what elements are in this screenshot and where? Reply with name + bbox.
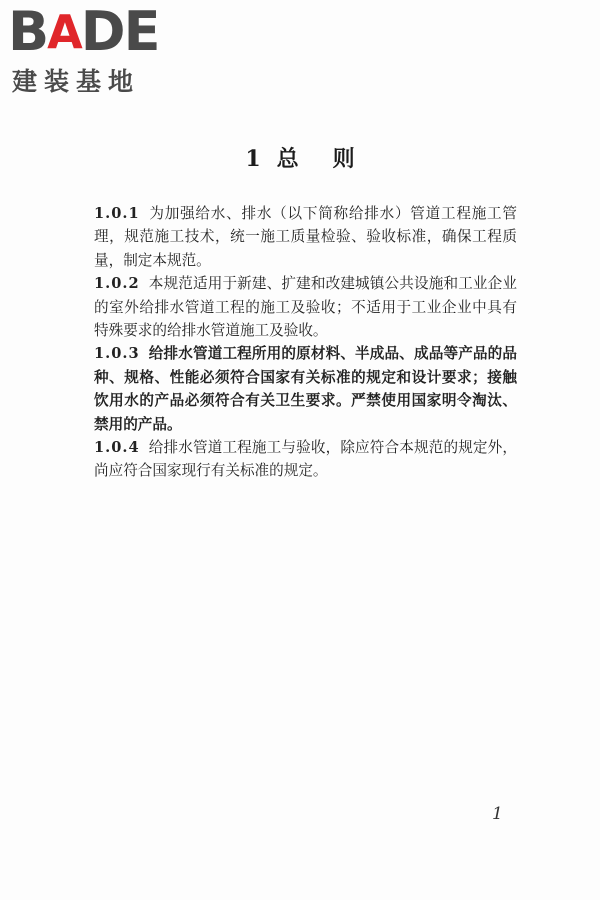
clause-number: 1.0.2: [94, 275, 140, 293]
logo-letter-d: D: [80, 0, 124, 63]
chapter-number: 1: [245, 146, 261, 172]
chapter-title: 总则: [276, 146, 389, 172]
logo-letter-a-triangle: A: [47, 5, 81, 59]
clause-list: [94, 202, 517, 483]
clause-1-0-1: [94, 202, 517, 272]
clause-number: 1.0.4: [94, 439, 140, 457]
clause-text: 给排水管道工程所用的原材料、半成品、成品等产品的品种、规格、性能必须符合国家有关标准的规定和设计要求；接触饮用水的产品必须符合有关卫生要求。严禁使用国家明令淘汰、禁用的产品。: [94, 345, 517, 433]
page-number: 1: [492, 804, 503, 824]
clause-text: 为加强给水、排水（以下简称给排水）管道工程施工管理，规范施工技术，统一施工质量检验、验收标准，确保工程质量，制定本规范。: [94, 205, 517, 269]
logo-wordmark: [8, 0, 159, 63]
logo-letter-b: B: [8, 0, 48, 63]
logo-subtitle: 建装基地: [12, 67, 141, 96]
clause-text: 给排水管道工程施工与验收，除应符合本规范的规定外，尚应符合国家现行有关标准的规定。: [94, 439, 517, 480]
clause-1-0-3: [94, 342, 517, 436]
chapter-heading: [0, 142, 600, 173]
clause-number: 1.0.1: [94, 205, 140, 222]
clause-text: 本规范适用于新建、扩建和改建城镇公共设施和工业企业的室外给排水管道工程的施工及验收；不适用于工业企业中具有特殊要求的给排水管道施工及验收。: [94, 275, 517, 340]
clause-1-0-2: [94, 272, 517, 342]
clause-1-0-4: [94, 436, 517, 483]
logo-letter-e: E: [123, 0, 159, 63]
clause-number: 1.0.3: [94, 345, 140, 363]
bade-logo: [8, 0, 178, 96]
